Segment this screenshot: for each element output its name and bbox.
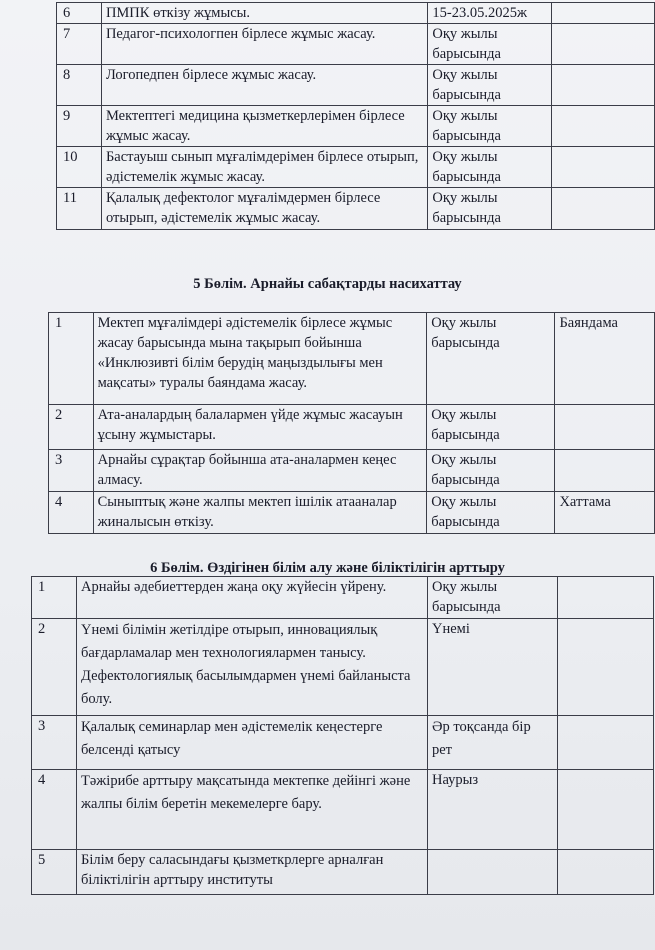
- task-cell: ПМПК өткізу жұмысы.: [101, 3, 427, 24]
- note-cell: [552, 106, 655, 147]
- table-row: [49, 405, 655, 450]
- time-cell: Оқу жылы барысында: [427, 450, 555, 492]
- time-cell: Үнемі: [428, 619, 558, 716]
- task-cell: Арнайы әдебиеттерден жаңа оқу жүйесін үйрену.: [77, 577, 428, 619]
- row-number: 4: [49, 492, 94, 534]
- row-number: 1: [49, 313, 94, 405]
- task-cell: Қалалық семинарлар мен әдістемелік кеңестерге белсенді қатысу: [77, 716, 428, 770]
- row-number: 1: [32, 577, 77, 619]
- table-row: [32, 716, 654, 770]
- table-row: [57, 24, 655, 65]
- time-cell: [428, 850, 558, 895]
- task-cell: Ата-аналардың балалармен үйде жұмыс жасауын ұсыну жұмыстары.: [93, 405, 427, 450]
- table-row: [49, 313, 655, 405]
- row-number: 11: [57, 188, 102, 230]
- table-row: [57, 106, 655, 147]
- task-cell: Тәжірибе арттыру мақсатында мектепке дейінгі және жалпы білім беретін мекемелерге бару.: [77, 770, 428, 850]
- section6-heading: 6 Бөлім. Өздігінен білім алу және біліктілігін арттыру: [150, 560, 505, 576]
- task-cell: Сыныптық және жалпы мектеп ішілік атааналар жиналысын өткізу.: [93, 492, 427, 534]
- row-number: 3: [32, 716, 77, 770]
- section4-table: [56, 2, 655, 230]
- note-cell: [558, 619, 654, 716]
- note-cell: [555, 450, 655, 492]
- table-row: [32, 577, 654, 619]
- time-cell: Оқу жылы барысында: [427, 405, 555, 450]
- row-number: 3: [49, 450, 94, 492]
- time-cell: Оқу жылы барысында: [428, 577, 558, 619]
- row-number: 2: [32, 619, 77, 716]
- time-cell: Оқу жылы барысында: [428, 24, 552, 65]
- table-row: [57, 188, 655, 230]
- row-number: 10: [57, 147, 102, 188]
- note-cell: Хаттама: [555, 492, 655, 534]
- row-number: 2: [49, 405, 94, 450]
- task-cell: Үнемі білімін жетілдіре отырып, инновациялық бағдарламалар мен технологиялармен танысу. Дефектологиялық басылымдармен үнемі байланыста болу.: [77, 619, 428, 716]
- time-cell: Оқу жылы барысында: [427, 492, 555, 534]
- task-cell: Арнайы сұрақтар бойынша ата-аналармен кеңес алмасу.: [93, 450, 427, 492]
- time-cell: Оқу жылы барысында: [428, 106, 552, 147]
- note-cell: [555, 405, 655, 450]
- row-number: 9: [57, 106, 102, 147]
- note-cell: Баяндама: [555, 313, 655, 405]
- row-number: 5: [32, 850, 77, 895]
- time-cell: Оқу жылы барысында: [428, 188, 552, 230]
- task-cell: Педагог-психологпен бірлесе жұмыс жасау.: [101, 24, 427, 65]
- task-cell: Мектеп мұғалімдері әдістемелік бірлесе жұмыс жасау барысында мына тақырып бойынша «Инклюзивті білім берудің маңыздылығы мен мақсаты» туралы баяндама жасау.: [93, 313, 427, 405]
- table-row: [32, 619, 654, 716]
- row-number: 6: [57, 3, 102, 24]
- table-row: [49, 492, 655, 534]
- task-cell: Логопедпен бірлесе жұмыс жасау.: [101, 65, 427, 106]
- task-cell: Бастауыш сынып мұғалімдерімен бірлесе отырып, әдістемелік жұмыс жасау.: [101, 147, 427, 188]
- row-number: 4: [32, 770, 77, 850]
- note-cell: [558, 770, 654, 850]
- note-cell: [558, 716, 654, 770]
- row-number: 8: [57, 65, 102, 106]
- time-cell: Наурыз: [428, 770, 558, 850]
- time-cell: Оқу жылы барысында: [428, 147, 552, 188]
- section5-heading: 5 Бөлім. Арнайы сабақтарды насихаттау: [193, 276, 462, 292]
- table-row: [57, 3, 655, 24]
- note-cell: [558, 577, 654, 619]
- section6-table: [31, 576, 654, 895]
- table-row: [57, 65, 655, 106]
- table-row: [32, 850, 654, 895]
- section5-table: [48, 312, 655, 534]
- note-cell: [558, 850, 654, 895]
- task-cell: Қалалық дефектолог мұғалімдермен бірлесе отырып, әдістемелік жұмыс жасау.: [101, 188, 427, 230]
- note-cell: [552, 147, 655, 188]
- note-cell: [552, 24, 655, 65]
- note-cell: [552, 188, 655, 230]
- task-cell: Білім беру саласындағы қызметкрлерге арналған біліктілігін арттыру институты: [77, 850, 428, 895]
- table-row: [49, 450, 655, 492]
- time-cell: Оқу жылы барысында: [428, 65, 552, 106]
- task-cell: Мектептегі медицина қызметкерлерімен бірлесе жұмыс жасау.: [101, 106, 427, 147]
- note-cell: [552, 65, 655, 106]
- time-cell: Әр тоқсанда бір рет: [428, 716, 558, 770]
- table-row: [57, 147, 655, 188]
- note-cell: [552, 3, 655, 24]
- time-cell: Оқу жылы барысында: [427, 313, 555, 405]
- row-number: 7: [57, 24, 102, 65]
- table-row: [32, 770, 654, 850]
- time-cell: 15-23.05.2025ж: [428, 3, 552, 24]
